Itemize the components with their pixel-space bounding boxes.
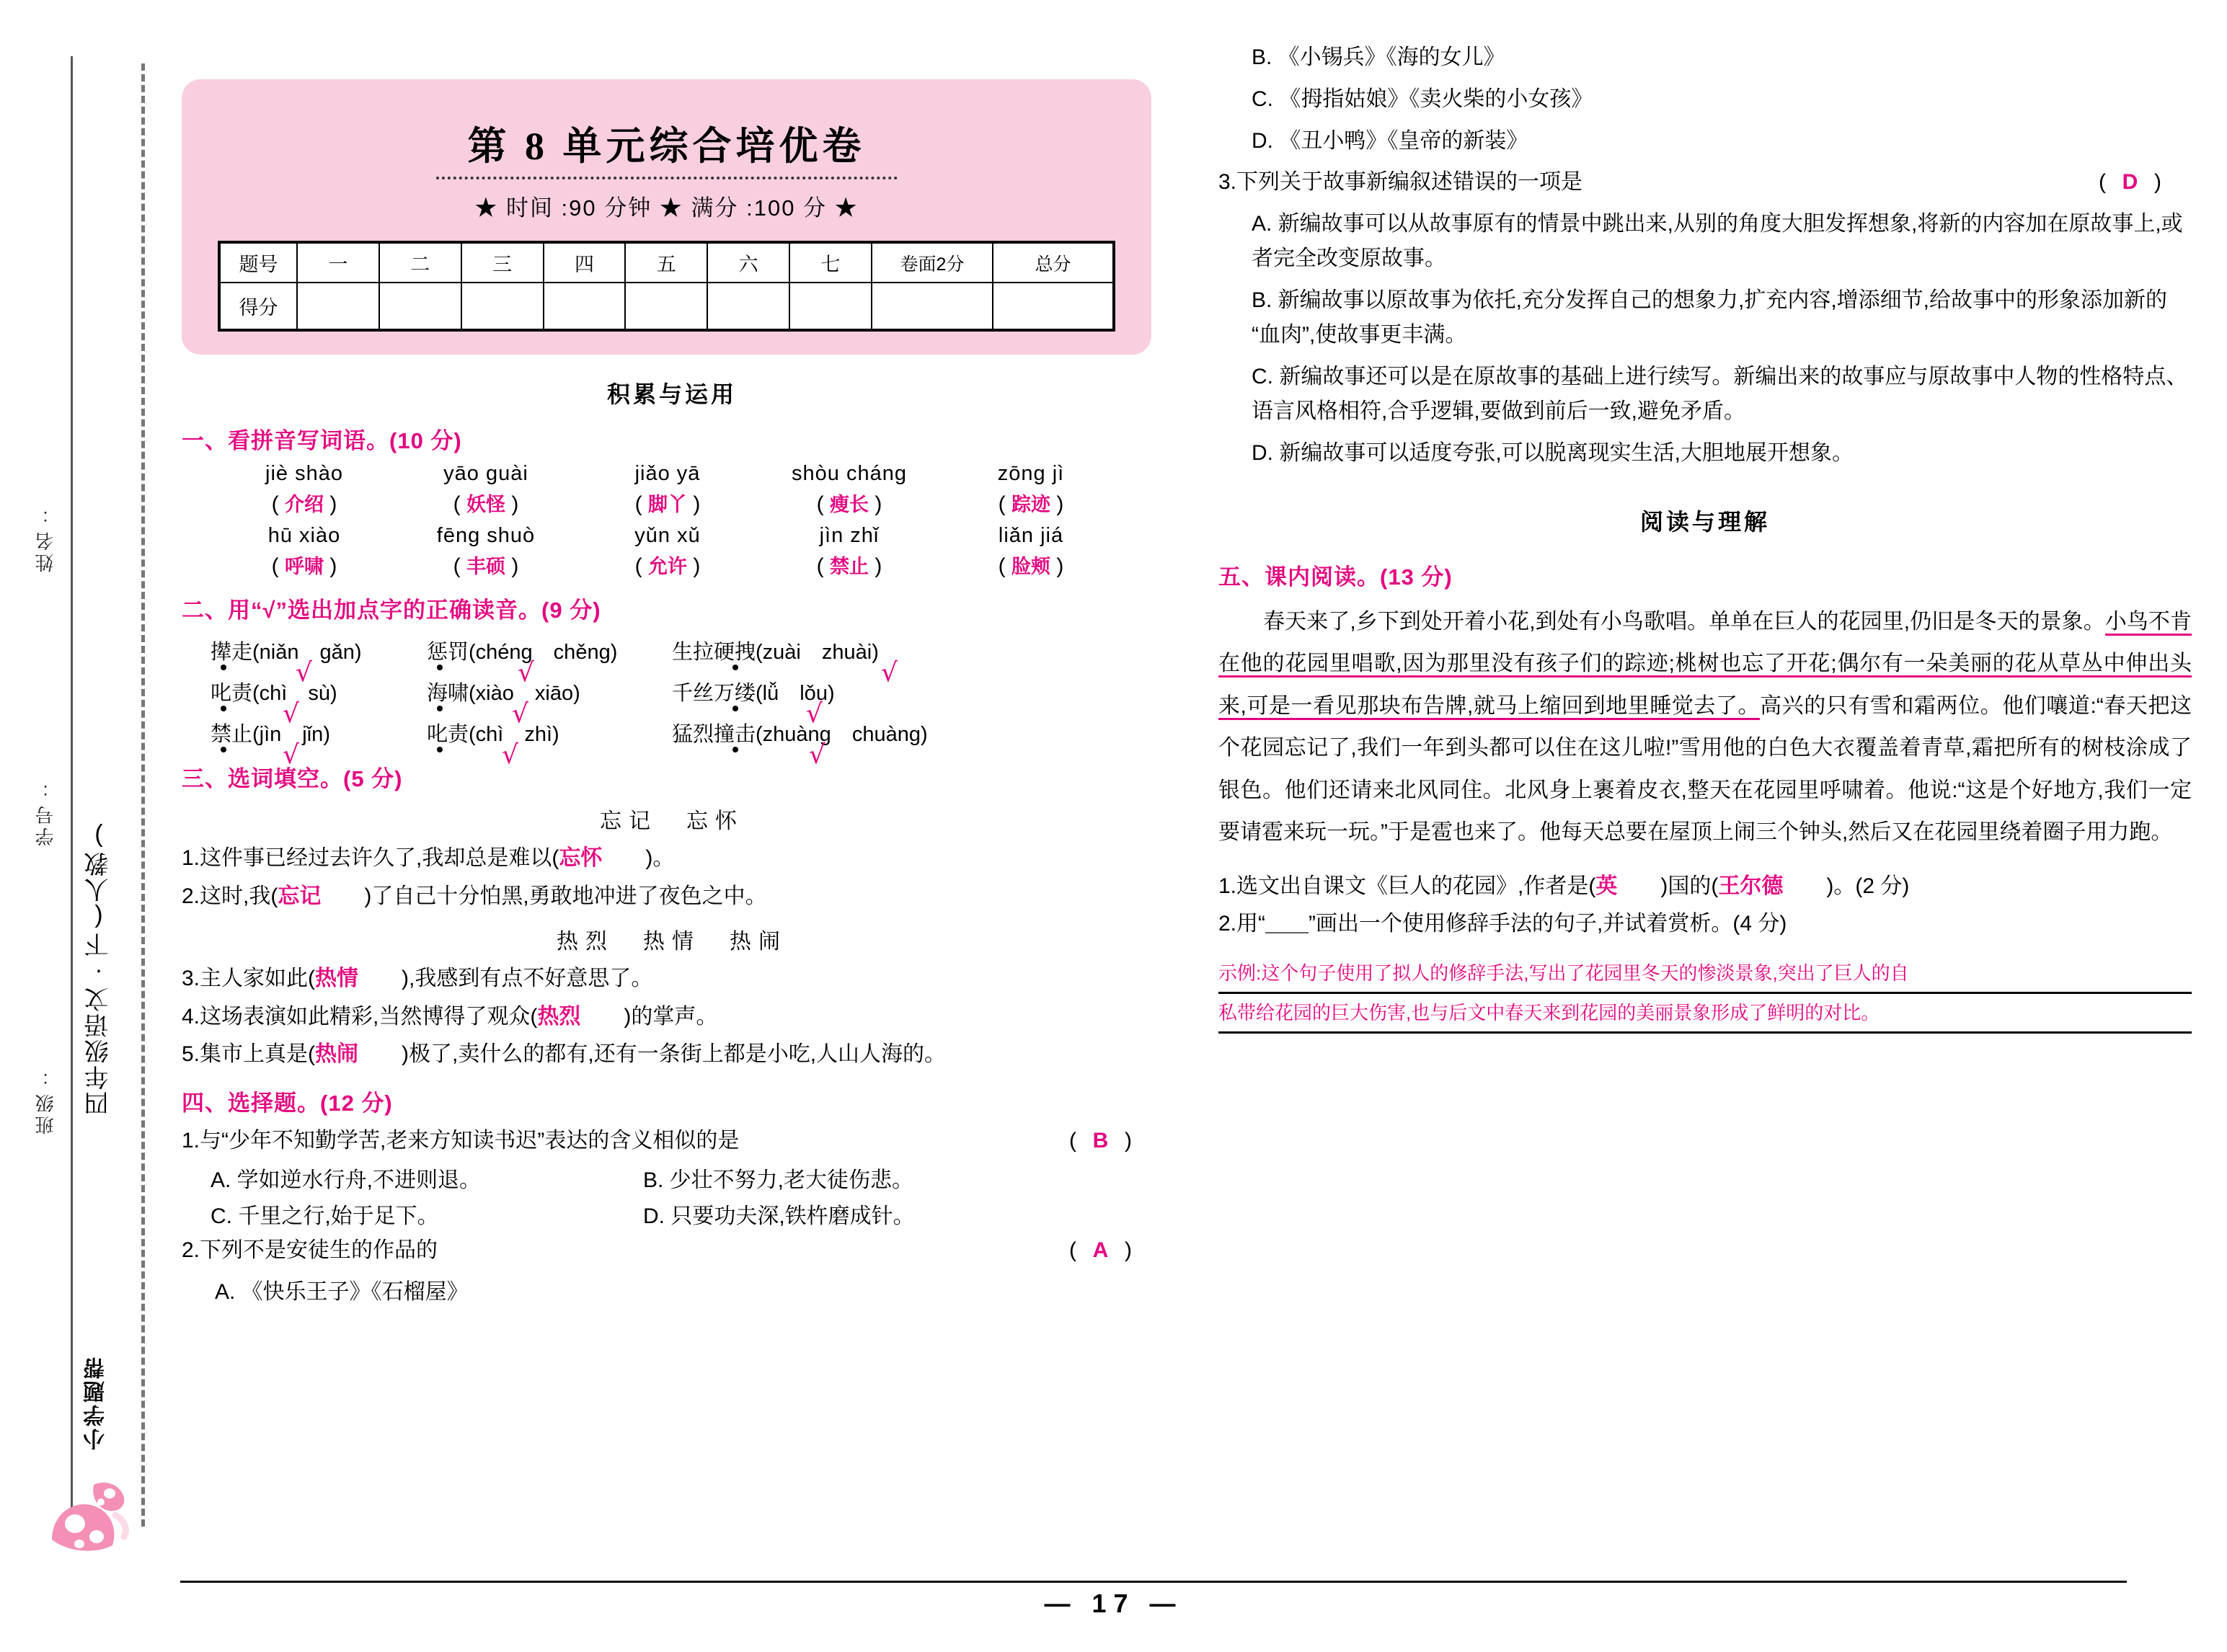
tone-row-3 [211, 718, 1162, 770]
option-c[interactable]: C. 千里之行,始于足下。 [211, 1204, 439, 1228]
pinyin-item [577, 462, 758, 517]
title-divider [436, 175, 898, 179]
answer-text: 热闹 [315, 1042, 359, 1066]
fill-item-2 [182, 880, 1162, 914]
exam-header-card [182, 79, 1151, 355]
check-mark-icon[interactable]: √ [518, 658, 534, 688]
tone-options[interactable]: (chéng chěng) [469, 641, 618, 664]
choice-q3-option-a[interactable]: A. 新编故事可以从故事原有的情景中跳出来,从别的角度大胆发挥想象,将新的内容加在原故事上,或者完全改变原故事。 [1252, 211, 2183, 270]
tone-word: 禁止 [211, 723, 253, 746]
choice-q2-option-b[interactable]: B. 《小锡兵》《海的女儿》 [1252, 45, 1505, 69]
answer-text: 热烈 [537, 1004, 581, 1029]
answer-text: 瘦长 [830, 494, 869, 515]
score-col-5: 五 [625, 242, 707, 283]
fill-item-3 [182, 962, 1162, 996]
item-text-after: ),我感到有点不好意思了。 [402, 967, 653, 990]
answer-text: 忘怀 [559, 846, 603, 870]
score-table [218, 241, 1115, 332]
answer-text: B [1092, 1128, 1110, 1153]
tone-word: 叱责 [427, 723, 469, 746]
check-mark-icon[interactable]: √ [296, 658, 312, 688]
stem-text: 下列不是安徒生的作品的 [200, 1238, 438, 1262]
tone-word: 千丝万缕 [672, 682, 756, 705]
banner-reading: 阅读与理解 [1639, 508, 1770, 535]
exam-meta: ★ 时间 :90 分钟 ★ 满分 :100 分 ★ [474, 195, 859, 221]
score-cell-7[interactable] [789, 283, 872, 330]
tone-options[interactable]: (zuài zhuài) [756, 641, 879, 664]
tone-word: 生拉硬拽 [672, 641, 756, 664]
score-cell-3[interactable] [461, 283, 544, 330]
banner-accumulate: 积累与运用 [606, 381, 737, 407]
check-mark-icon[interactable]: √ [881, 658, 898, 688]
choice-q3-option-d[interactable]: D. 新编故事可以适度夸张,可以脱离现实生活,大胆地展开想象。 [1252, 440, 1854, 465]
book-subject-label: 四年级语文·下(人教) [85, 822, 112, 1116]
tone-item [672, 718, 928, 770]
pinyin-answer-blank[interactable]: ( 介绍 ) [271, 492, 337, 516]
answer-text: D [2122, 170, 2140, 194]
score-col-7: 七 [789, 242, 872, 283]
emphasis-dot-icon [221, 747, 226, 752]
pinyin-answer-blank[interactable]: ( 允许 ) [634, 554, 701, 578]
score-col-4: 四 [544, 242, 626, 283]
pinyin-item [213, 462, 395, 517]
reading-q1 [1218, 870, 2192, 904]
pinyin-item [577, 524, 758, 579]
item-text-after: )了自己十分怕黑,勇敢地冲进了夜色之中。 [364, 884, 767, 908]
check-mark-icon[interactable]: √ [502, 740, 518, 770]
option-d[interactable]: D. 只要功夫深,铁杵磨成针。 [643, 1204, 915, 1228]
score-cell-2[interactable] [379, 283, 461, 330]
choice-q2-option-a[interactable]: A. 《快乐王子》《石榴屋》 [215, 1279, 469, 1304]
score-table-row-label: 题号 [219, 242, 297, 283]
brand-label: 小学题帮 [84, 1355, 108, 1450]
tone-word: 猛烈撞击 [672, 723, 756, 746]
pinyin-text: zōng jì [997, 462, 1065, 485]
tone-row-1 [211, 636, 1162, 688]
pinyin-item [395, 462, 577, 517]
answer-bracket[interactable]: ( D ) [2098, 170, 2163, 194]
answer-text-2: 王尔德 [1718, 874, 1784, 898]
pinyin-text: liǎn jiá [998, 524, 1064, 547]
fill-item-1 [182, 842, 1162, 876]
tone-word: 撵走 [211, 641, 253, 664]
answer-text: 脚丫 [648, 494, 687, 515]
right-column [1218, 0, 2192, 1034]
answer-text: 妖怪 [466, 494, 505, 515]
emphasis-dot-icon [221, 706, 226, 711]
section-2-heading: 二、用“√”选出加点字的正确读音。(9 分) [182, 598, 601, 623]
tone-options[interactable]: (niǎn gǎn) [252, 641, 362, 664]
answer-bracket[interactable]: ( B ) [1068, 1128, 1133, 1153]
tone-word: 惩罚 [427, 641, 469, 664]
name-field-label: 姓名: [35, 505, 56, 572]
answer-line-1: 示例:这个句子使用了拟人的修辞手法,写出了花园里冬天的惨淡景象,突出了巨人的自 [1218, 954, 2192, 994]
reading-q2-answer-area[interactable] [1218, 954, 2192, 1034]
q1-text-after: )。(2 分) [1826, 874, 1910, 898]
tone-row-2 [211, 677, 1162, 729]
pinyin-text: hū xiào [267, 524, 341, 547]
answer-text: 介绍 [285, 494, 324, 515]
item-text-before: 集市上真是( [200, 1042, 316, 1066]
answer-text: A [1092, 1238, 1110, 1262]
check-mark-icon[interactable]: √ [512, 699, 528, 729]
choice-q3-option-b[interactable]: B. 新编故事以原故事为依托,充分发挥自己的想象力,扩充内容,增添细节,给故事中的形象添加新的“血肉”,使故事更丰满。 [1252, 288, 2168, 347]
pinyin-text: yāo guài [443, 462, 528, 485]
pinyin-text: jiè shào [265, 462, 343, 485]
check-mark-icon[interactable]: √ [806, 699, 823, 729]
passage-part-3: 高兴的只有雪和霜两位。他们嚷道:“春天把这个花园忘记了,我们一年到头都可以住在这儿啦!”雪用他的白色大衣覆盖着青草,霜把所有的树枝涂成了银色。他们还请来北风同住。北风身上裹着皮衣,整天在花园里呼啸着。他说:“这是个好地方,我们一定要请雹来玩一玩。”于是雹也来了。他每天总要在屋顶上闹三个钟头,然后又在花园里绕着圈子用力跑。 [1218, 693, 2192, 844]
fill-item-5 [182, 1038, 1162, 1072]
mushroom-logo-icon [43, 1470, 130, 1564]
pinyin-item [758, 524, 940, 579]
item-text-after: )的掌声。 [624, 1004, 718, 1029]
table-row [219, 242, 1114, 283]
item-text-before: 这件事已经过去许久了,我却总是难以( [200, 846, 559, 870]
pinyin-item [940, 462, 1122, 517]
score-col-total: 总分 [993, 242, 1114, 283]
tone-options[interactable]: (xiào xiāo) [469, 682, 580, 705]
score-cell-5[interactable] [625, 283, 707, 330]
check-mark-icon[interactable]: √ [809, 740, 825, 770]
word-bank-1: 忘记 忘怀 [600, 809, 744, 833]
pinyin-item [395, 524, 577, 579]
emphasis-dot-icon [437, 706, 443, 711]
pinyin-answer-blank[interactable]: ( 脸颊 ) [998, 554, 1064, 578]
score-col-3: 三 [461, 242, 544, 283]
tone-options[interactable]: (lǚ lǒu) [756, 682, 835, 705]
pinyin-text: yǔn xǔ [634, 524, 701, 547]
student-id-field-label: 学号: [35, 778, 56, 846]
tone-options[interactable]: (jìn jǐn) [252, 723, 330, 746]
choice-q1-options-row1 [211, 1162, 1162, 1194]
choice-q3-option-c[interactable]: C. 新编故事还可以是在原故事的基础上进行续写。新编出来的故事应与原故事中人物的性格特点、语言风格相符,合乎逻辑,要做到前后一致,避免矛盾。 [1252, 364, 2188, 423]
pinyin-row-2 [213, 524, 1162, 579]
answer-text: 脸颊 [1011, 556, 1050, 577]
pinyin-row-1 [213, 462, 1162, 517]
item-number: 1. [182, 1128, 200, 1153]
answer-text: 禁止 [830, 556, 869, 577]
section-3-heading: 三、选词填空。(5 分) [182, 766, 403, 791]
pinyin-answer-blank[interactable]: ( 丰硕 ) [453, 554, 519, 578]
pinyin-text: jìn zhǐ [819, 524, 880, 547]
pinyin-text: fēng shuò [436, 524, 536, 547]
score-cell-4[interactable] [544, 283, 626, 330]
tone-options[interactable]: (zhuàng chuàng) [756, 723, 928, 746]
footer-divider [180, 1581, 2127, 1583]
tone-options[interactable]: (chì sù) [252, 682, 337, 705]
q2-stem: 用“＿＿”画出一个使用修辞手法的句子,并试着赏析。(4 分) [1236, 912, 1787, 936]
score-cell-6[interactable] [707, 283, 789, 330]
score-col-1: 一 [297, 242, 379, 283]
page-number: — 17 — [1044, 1589, 1183, 1618]
item-number: 1. [182, 846, 200, 870]
item-text-before: 这时,我( [200, 884, 278, 908]
emphasis-dot-icon [732, 665, 738, 670]
score-cell-total[interactable] [993, 283, 1114, 330]
tone-word: 海啸 [427, 682, 469, 705]
choice-q1-options-row2 [211, 1198, 1162, 1230]
word-bank-2: 热烈 热情 热闹 [557, 930, 787, 954]
answer-line-2: 私带给花园的巨大伤害,也与后文中春天来到花园的美丽景象形成了鲜明的对比。 [1218, 994, 2192, 1034]
fill-item-4 [182, 1000, 1162, 1034]
q1-text-mid: )国的( [1660, 874, 1719, 898]
pinyin-answer-blank[interactable]: ( 呼啸 ) [271, 554, 337, 578]
emphasis-dot-icon [437, 747, 443, 752]
score-table-row-label-2: 得分 [219, 283, 297, 330]
item-number: 5. [182, 1042, 200, 1066]
pinyin-item [940, 524, 1122, 579]
option-a[interactable]: A. 学如逆水行舟,不进则退。 [211, 1168, 482, 1192]
item-text-after: )。 [645, 846, 675, 870]
answer-text: 允许 [648, 556, 687, 577]
item-number: 3. [182, 967, 200, 990]
emphasis-dot-icon [732, 747, 738, 752]
pinyin-answer-blank[interactable]: ( 妖怪 ) [453, 492, 519, 516]
choice-q2-option-d[interactable]: D. 《丑小鸭》《皇帝的新装》 [1252, 129, 1528, 153]
item-number: 1. [1218, 874, 1237, 898]
item-text-before: 这场表演如此精彩,当然博得了观众( [200, 1004, 538, 1029]
item-number: 2. [1218, 912, 1237, 936]
item-number: 3. [1218, 170, 1237, 194]
answer-text-1: 英 [1595, 874, 1618, 898]
score-cell-1[interactable] [297, 283, 379, 330]
option-b[interactable]: B. 少壮不努力,老大徒伤悲。 [643, 1168, 914, 1192]
class-field-label: 班级: [35, 1067, 56, 1134]
emphasis-dot-icon [732, 706, 738, 711]
emphasis-dot-icon [437, 665, 443, 670]
choice-q1-stem [182, 1124, 1162, 1158]
answer-text: 热情 [315, 967, 359, 990]
answer-text: 忘记 [278, 884, 322, 908]
tone-item [427, 718, 672, 770]
page-footer [0, 1589, 2227, 1619]
tone-item [211, 718, 427, 770]
answer-text: 踪迹 [1011, 494, 1050, 515]
passage-part-1: 春天来了,乡下到处开着小花,到处有小鸟歌唱。单单在巨人的花园里,仍旧是冬天的景象。 [1263, 609, 2105, 634]
choice-q3-stem [1218, 166, 2192, 200]
tone-item [211, 677, 427, 729]
tone-item [211, 636, 427, 688]
pinyin-answer-blank[interactable]: ( 踪迹 ) [998, 492, 1064, 516]
page-title: 第 8 单元综合培优卷 [467, 125, 866, 168]
binding-margin [0, 0, 166, 1652]
margin-solid-rule [71, 56, 73, 1541]
stem-text: 下列关于故事新编叙述错误的一项是 [1236, 170, 1583, 194]
pinyin-item [213, 524, 395, 579]
choice-q2-option-c[interactable]: C. 《拇指姑娘》《卖火柴的小女孩》 [1252, 87, 1593, 111]
tone-options[interactable]: (chì zhì) [469, 723, 559, 746]
score-col-presentation: 卷面2分 [872, 242, 993, 283]
answer-text: 呼啸 [285, 556, 324, 577]
item-text-after: )极了,卖什么的都有,还有一条街上都是小吃,人山人海的。 [402, 1042, 947, 1066]
item-number: 2. [182, 1238, 200, 1262]
pinyin-answer-blank[interactable]: ( 禁止 ) [816, 554, 882, 578]
score-cell-presentation[interactable] [872, 283, 993, 330]
tone-item [672, 636, 898, 688]
check-mark-icon[interactable]: √ [283, 699, 299, 729]
section-4-heading: 四、选择题。(12 分) [182, 1090, 393, 1116]
choice-q2-stem [182, 1234, 1162, 1268]
pinyin-answer-blank[interactable]: ( 瘦长 ) [816, 492, 882, 516]
pinyin-text: shòu cháng [792, 462, 907, 485]
q1-text-before: 选文出自课文《巨人的花园》,作者是( [1236, 874, 1596, 898]
answer-text: 丰硕 [466, 556, 505, 577]
pinyin-item [758, 462, 940, 517]
tone-item [427, 636, 672, 688]
item-number: 4. [182, 1004, 200, 1029]
item-text-before: 主人家如此( [200, 967, 316, 990]
emphasis-dot-icon [221, 665, 226, 670]
tone-item [672, 677, 835, 729]
reading-q2 [1218, 907, 2192, 941]
item-number: 2. [182, 884, 200, 908]
score-col-2: 二 [379, 242, 461, 283]
score-col-6: 六 [707, 242, 789, 283]
tone-word: 叱责 [211, 682, 253, 705]
check-mark-icon[interactable]: √ [283, 740, 299, 770]
answer-bracket[interactable]: ( A ) [1068, 1238, 1133, 1262]
section-1-heading: 一、看拼音写词语。(10 分) [182, 428, 462, 453]
stem-text: 与“少年不知勤学苦,老来方知读书迟”表达的含义相似的是 [200, 1128, 740, 1153]
reading-passage [1218, 601, 2192, 854]
pinyin-answer-blank[interactable]: ( 脚丫 ) [634, 492, 701, 516]
passage-part-2-underlined: 小鸟不肯在他的花园里唱歌,因为那里没有孩子们的踪迹;桃树也忘了开花;偶尔有一朵美丽的花从草丛中伸出头来,可是一看见那块布告牌,就马上缩回到地里睡觉去了。 [1218, 610, 2192, 720]
left-column [182, 0, 1162, 1317]
tone-item [427, 677, 672, 729]
table-row [219, 283, 1114, 330]
pinyin-text: jiǎo yā [634, 462, 701, 485]
margin-dashed-rule [141, 63, 145, 1527]
section-5-heading: 五、课内阅读。(13 分) [1218, 564, 1453, 590]
